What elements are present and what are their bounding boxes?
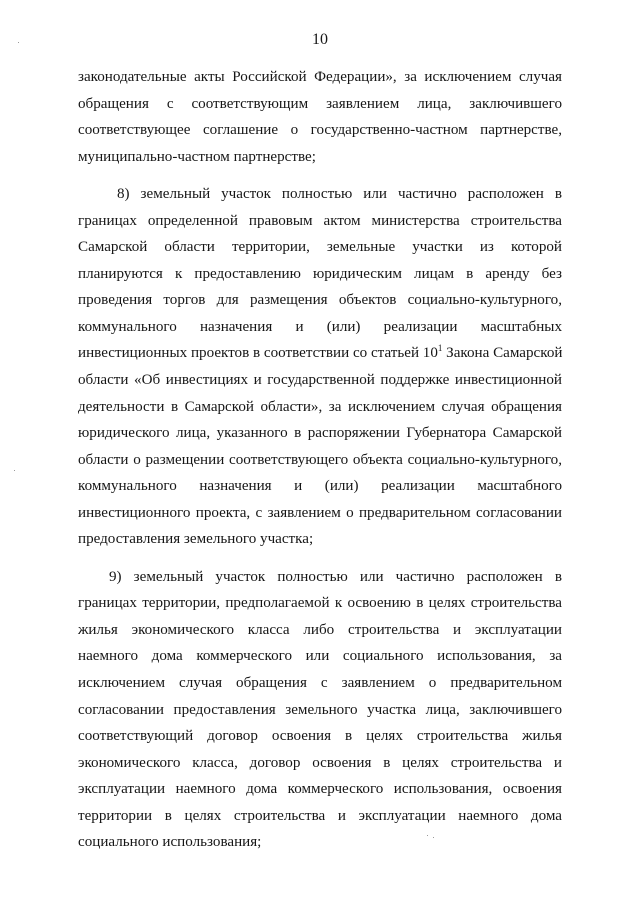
- text-line: 8) земельный участок полностью или частично расположен в: [117, 186, 562, 203]
- text-line: исключением случая обращения с заявлением о предварительном: [78, 675, 562, 692]
- text-line: обращения с соответствующим заявлением лица, заключившего: [78, 95, 562, 112]
- text-line: наемного дома коммерческого или социального использования, за: [78, 648, 562, 665]
- text-line: деятельности в Самарской области», за исключением случая обращения: [78, 398, 562, 415]
- text-line: экономического класса, договор освоения в целях строительства и: [78, 754, 562, 771]
- scan-speck: [14, 470, 15, 471]
- text-line: согласовании предоставления земельного участка лица, заключившего: [78, 701, 562, 718]
- text-line-with-superscript: [78, 340, 562, 367]
- document-body: [78, 64, 562, 856]
- page-number: 10: [312, 31, 328, 48]
- text-line: соответствующий договор освоения в целях строительства жилья: [78, 728, 562, 745]
- scan-speck: [18, 42, 19, 43]
- text-line: эксплуатации наемного дома коммерческого использования, освоения: [78, 781, 562, 798]
- text-line: планируются к предоставлению юридическим лицам в аренду без: [78, 265, 562, 282]
- text-line: законодательные акты Российской Федерации», за исключением случая: [78, 69, 562, 85]
- scan-speck: [433, 837, 434, 838]
- text-line: юридического лица, указанного в распоряжении Губернатора Самарской: [78, 425, 562, 442]
- text-line: области «Об инвестициях и государственной поддержке инвестиционной: [78, 372, 562, 389]
- superscript-1: 1: [437, 343, 443, 354]
- text-line: инвестиционного проекта, с заявлением о предварительном согласовании: [78, 504, 562, 521]
- text-line: границах территории, предполагаемой к освоению в целях строительства: [78, 595, 562, 612]
- text-line: области о размещении соответствующего объекта социально-культурного,: [78, 451, 562, 468]
- text-line: жилья экономического класса либо строительства и эксплуатации: [78, 621, 562, 638]
- text-line: границах определенной правовым актом министерства строительства: [78, 212, 562, 229]
- text-line: социального использования;: [78, 834, 262, 851]
- paragraph-item-7-end: [78, 64, 562, 170]
- text-line: соответствующее соглашение о государственно-частном партнерстве,: [78, 122, 562, 139]
- text-segment: Закона Самарской: [442, 345, 563, 362]
- paragraph-item-9: [78, 564, 562, 856]
- text-line: коммунального назначения и (или) реализации масштабного: [78, 478, 562, 495]
- text-line: территории в целях строительства и эксплуатации наемного дома: [78, 807, 562, 824]
- text-line: проведения торгов для размещения объектов социально-культурного,: [78, 292, 562, 309]
- text-line: предоставления земельного участка;: [78, 531, 314, 548]
- scan-speck: [427, 835, 428, 836]
- paragraph-item-8: [78, 181, 562, 553]
- text-line: муниципально-частном партнерстве;: [78, 148, 316, 165]
- text-segment: инвестиционных проектов в соответствии со статьей 10: [78, 345, 438, 362]
- text-line: коммунального назначения и (или) реализации масштабных: [78, 318, 562, 335]
- text-line: Самарской области территории, земельные участки из которой: [78, 239, 562, 256]
- text-line: 9) земельный участок полностью или частично расположен в: [109, 568, 562, 585]
